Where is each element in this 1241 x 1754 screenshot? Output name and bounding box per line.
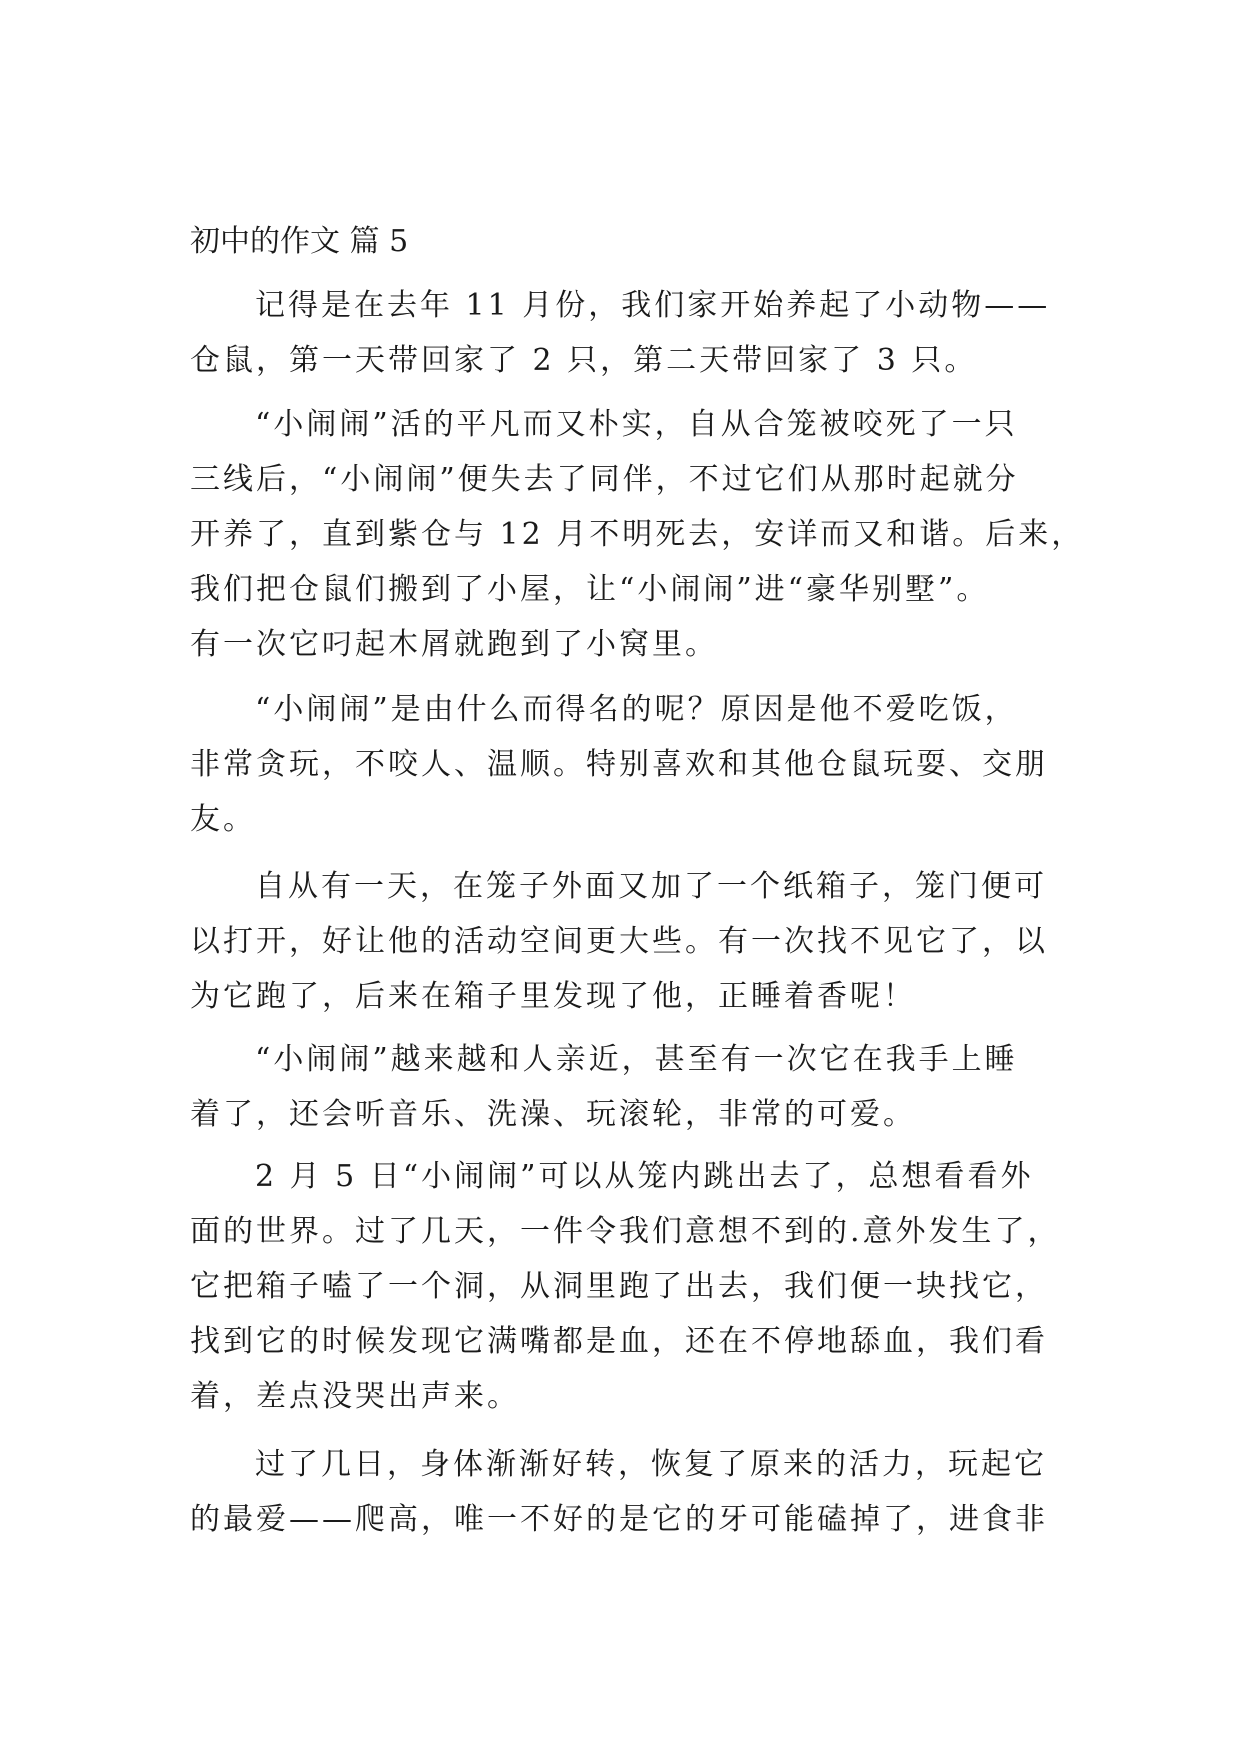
text-line: “小闹闹”越来越和人亲近，甚至有一次它在我手上睡 xyxy=(255,1042,1018,1077)
text-line: “小闹闹”活的平凡而又朴实，自从合笼被咬死了一只 xyxy=(255,407,1018,442)
text-line: 三线后，“小闹闹”便失去了同伴，不过它们从那时起就分 xyxy=(190,462,1019,497)
text-line: 着了，还会听音乐、洗澡、玩滚轮，非常的可爱。 xyxy=(190,1097,916,1132)
text-line: 非常贪玩，不咬人、温顺。特别喜欢和其他仓鼠玩耍、交朋 xyxy=(190,747,1048,782)
text-line: 它把箱子嗑了一个洞，从洞里跑了出去，我们便一块找它， xyxy=(190,1269,1048,1304)
text-line: 为它跑了，后来在箱子里发现了他，正睡着香呢！ xyxy=(190,979,916,1014)
text-line: 着，差点没哭出声来。 xyxy=(190,1379,520,1414)
document-title: 初中的作文 篇 5 xyxy=(190,224,409,259)
text-line: 开养了，直到紫仓与 12 月不明死去，安详而又和谐。后来， xyxy=(190,517,1085,552)
text-line: 友。 xyxy=(190,802,256,837)
text-line: 自从有一天，在笼子外面又加了一个纸箱子，笼门便可 xyxy=(255,869,1047,904)
text-line: 以打开，好让他的活动空间更大些。有一次找不见它了，以 xyxy=(190,924,1048,959)
text-line: 我们把仓鼠们搬到了小屋，让“小闹闹”进“豪华别墅”。 xyxy=(190,572,990,607)
text-line: 找到它的时候发现它满嘴都是血，还在不停地舔血，我们看 xyxy=(190,1324,1048,1359)
text-line: 的最爱——爬高，唯一不好的是它的牙可能磕掉了，进食非 xyxy=(190,1502,1048,1537)
text-line: 仓鼠，第一天带回家了 2 只，第二天带回家了 3 只。 xyxy=(190,343,978,378)
text-line: 记得是在去年 11 月份，我们家开始养起了小动物—— xyxy=(255,288,1051,323)
text-line: 有一次它叼起木屑就跑到了小窝里。 xyxy=(190,627,718,662)
text-line: 过了几日，身体渐渐好转，恢复了原来的活力，玩起它 xyxy=(255,1447,1047,1482)
text-line: “小闹闹”是由什么而得名的呢？原因是他不爱吃饭， xyxy=(255,692,1018,727)
text-line: 2 月 5 日“小闹闹”可以从笼内跳出去了，总想看看外 xyxy=(255,1159,1034,1194)
text-line: 面的世界。过了几天，一件令我们意想不到的.意外发生了， xyxy=(190,1214,1061,1249)
